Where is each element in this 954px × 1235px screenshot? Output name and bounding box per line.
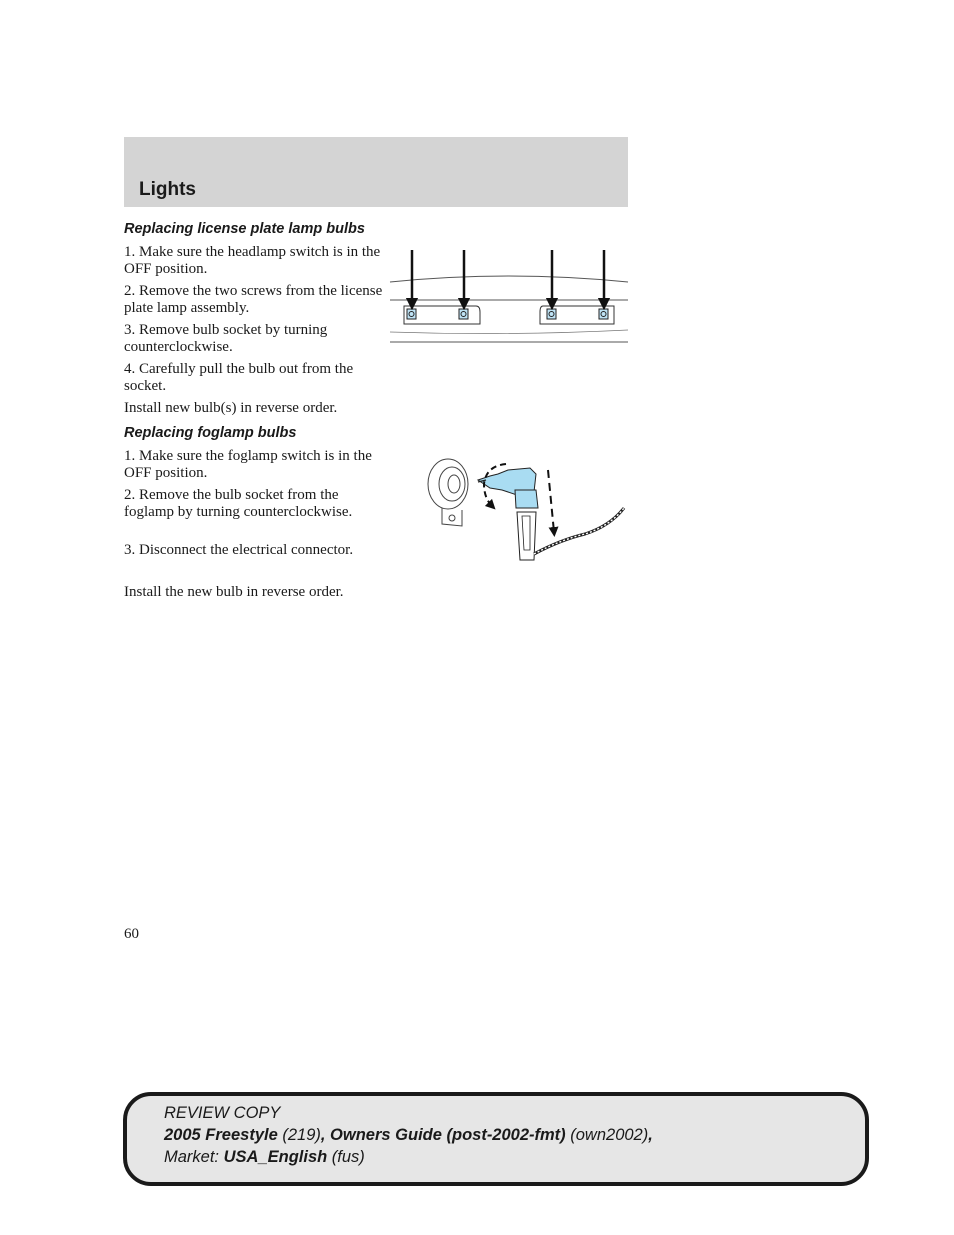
license-step-install: Install new bulb(s) in reverse order. — [124, 400, 338, 416]
license-plate-lamp-illustration — [388, 244, 630, 348]
review-copy-footer — [123, 1092, 869, 1186]
footer-sep-2: , — [648, 1126, 653, 1144]
license-step-4: 4. Carefully pull the bulb out from the socket. — [124, 361, 354, 394]
page-title: Lights — [139, 179, 196, 200]
foglamp-step-2: 2. Remove the bulb socket from the foglamp by turning counterclockwise. — [124, 487, 353, 520]
license-step-3: 3. Remove bulb socket by turning counterclockwise. — [124, 322, 328, 355]
section-header-band — [124, 137, 628, 207]
footer-market-label: Market: — [164, 1148, 224, 1166]
license-step-2: 2. Remove the two screws from the license plate lamp assembly. — [124, 283, 383, 316]
foglamp-step-1: 1. Make sure the foglamp switch is in the OFF position. — [124, 448, 372, 481]
foglamp-step-install: Install the new bulb in reverse order. — [124, 584, 344, 600]
footer-guide: Owners Guide (post-2002-fmt) — [330, 1126, 566, 1144]
footer-sep-1: , — [320, 1126, 331, 1144]
license-plate-section-title: Replacing license plate lamp bulbs — [124, 221, 365, 237]
foglamp-bulb-illustration — [420, 450, 630, 570]
footer-market-code: (fus) — [327, 1148, 365, 1166]
footer-model: 2005 Freestyle — [164, 1126, 278, 1144]
footer-model-code: (219) — [277, 1126, 321, 1144]
footer-line-1: REVIEW COPY — [164, 1104, 281, 1122]
foglamp-section-title: Replacing foglamp bulbs — [124, 425, 297, 441]
footer-text — [164, 1102, 653, 1168]
footer-line-2 — [164, 1124, 653, 1146]
license-step-1: 1. Make sure the headlamp switch is in the OFF position. — [124, 244, 381, 277]
foglamp-step-3: 3. Disconnect the electrical connector. — [124, 542, 354, 558]
footer-guide-code: (own2002) — [565, 1126, 649, 1144]
page-number: 60 — [124, 926, 139, 942]
footer-market: USA_English — [223, 1148, 328, 1166]
footer-line-3 — [164, 1146, 653, 1168]
